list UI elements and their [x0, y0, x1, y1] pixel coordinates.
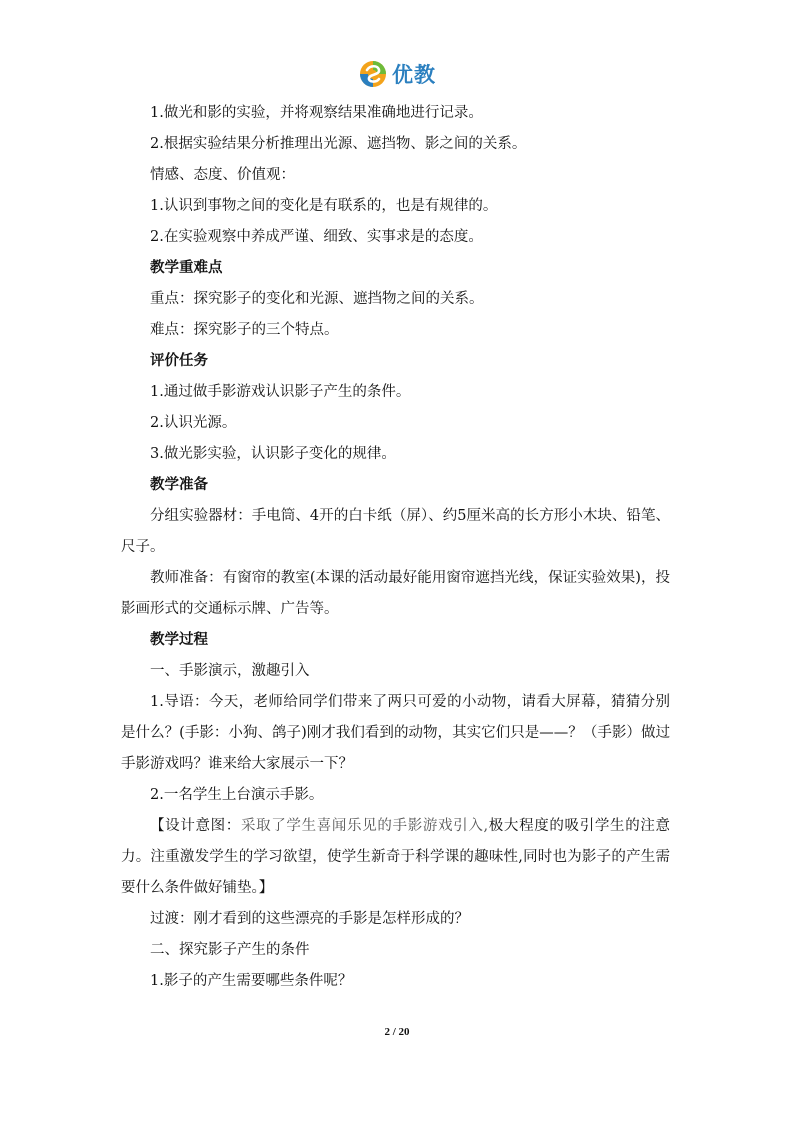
page-header [0, 54, 794, 94]
design-intent-label: 【设计意图： [150, 818, 241, 834]
section-title: 二、探究影子产生的条件 [150, 942, 310, 958]
question-line: 1.影子的产生需要哪些条件呢？ [150, 973, 353, 989]
heading-process: 教学过程 [150, 632, 208, 648]
objective-line: 2.在实验观察中养成严谨、细致、实事求是的态度。 [150, 229, 483, 245]
assessment-line: 1.通过做手影游戏认识影子产生的条件。 [150, 384, 411, 400]
heading-key-points: 教学重难点 [150, 260, 223, 276]
logo [358, 59, 436, 89]
logo-icon [358, 59, 388, 89]
design-intent-paragraph [121, 811, 670, 904]
design-intent-highlight: 采取了学生喜闻乐见的手影游戏引入, [240, 818, 489, 834]
assessment-line: 2.认识光源。 [150, 415, 237, 431]
section-title: 一、手影演示，激趣引入 [150, 663, 310, 679]
logo-text: 优教 [392, 63, 436, 87]
teacher-prep-paragraph: 教师准备：有窗帘的教室(本课的活动最好能用窗帘遮挡光线，保证实验效果)，投影画形式的交通标示牌、广告等。 [121, 570, 670, 617]
section-label: 情感、态度、价值观： [150, 167, 295, 183]
prep-materials-paragraph: 分组实验器材：手电筒、4开的白卡纸（屏）、约5厘米高的长方形小木块、铅笔、尺子。 [121, 508, 670, 555]
difficulty-line: 难点：探究影子的三个特点。 [150, 322, 339, 338]
page-number: 2 / 20 [384, 1026, 410, 1038]
intro-step-paragraph: 1.导语：今天，老师给同学们带来了两只可爱的小动物，请看大屏幕，猜猜分别是什么？(手影：小狗、鸽子)刚才我们看到的动物，其实它们只是——？（手影）做过手影游戏吗？谁来给大家展示一下？ [121, 694, 670, 772]
document-body [121, 98, 671, 997]
assessment-line: 3.做光影实验，认识影子变化的规律。 [150, 446, 396, 462]
heading-assessment: 评价任务 [150, 353, 208, 369]
key-point-line: 重点：探究影子的变化和光源、遮挡物之间的关系。 [150, 291, 484, 307]
design-intent-text: 极大程度的吸引学生的注意力。注重激发学生的学习欲望，使学生新奇于科学课的趣味性,同时也为影子的产生需要什么条件做好铺垫。】 [121, 818, 671, 896]
step-line: 2.一名学生上台演示手影。 [150, 787, 324, 803]
transition-line: 过渡：刚才看到的这些漂亮的手影是怎样形成的？ [150, 911, 469, 927]
objective-line: 1.做光和影的实验，并将观察结果准确地进行记录。 [150, 105, 483, 121]
objective-line: 1.认识到事物之间的变化是有联系的，也是有规律的。 [150, 198, 498, 214]
objective-line: 2.根据实验结果分析推理出光源、遮挡物、影之间的关系。 [150, 136, 527, 152]
heading-preparation: 教学准备 [150, 477, 208, 493]
